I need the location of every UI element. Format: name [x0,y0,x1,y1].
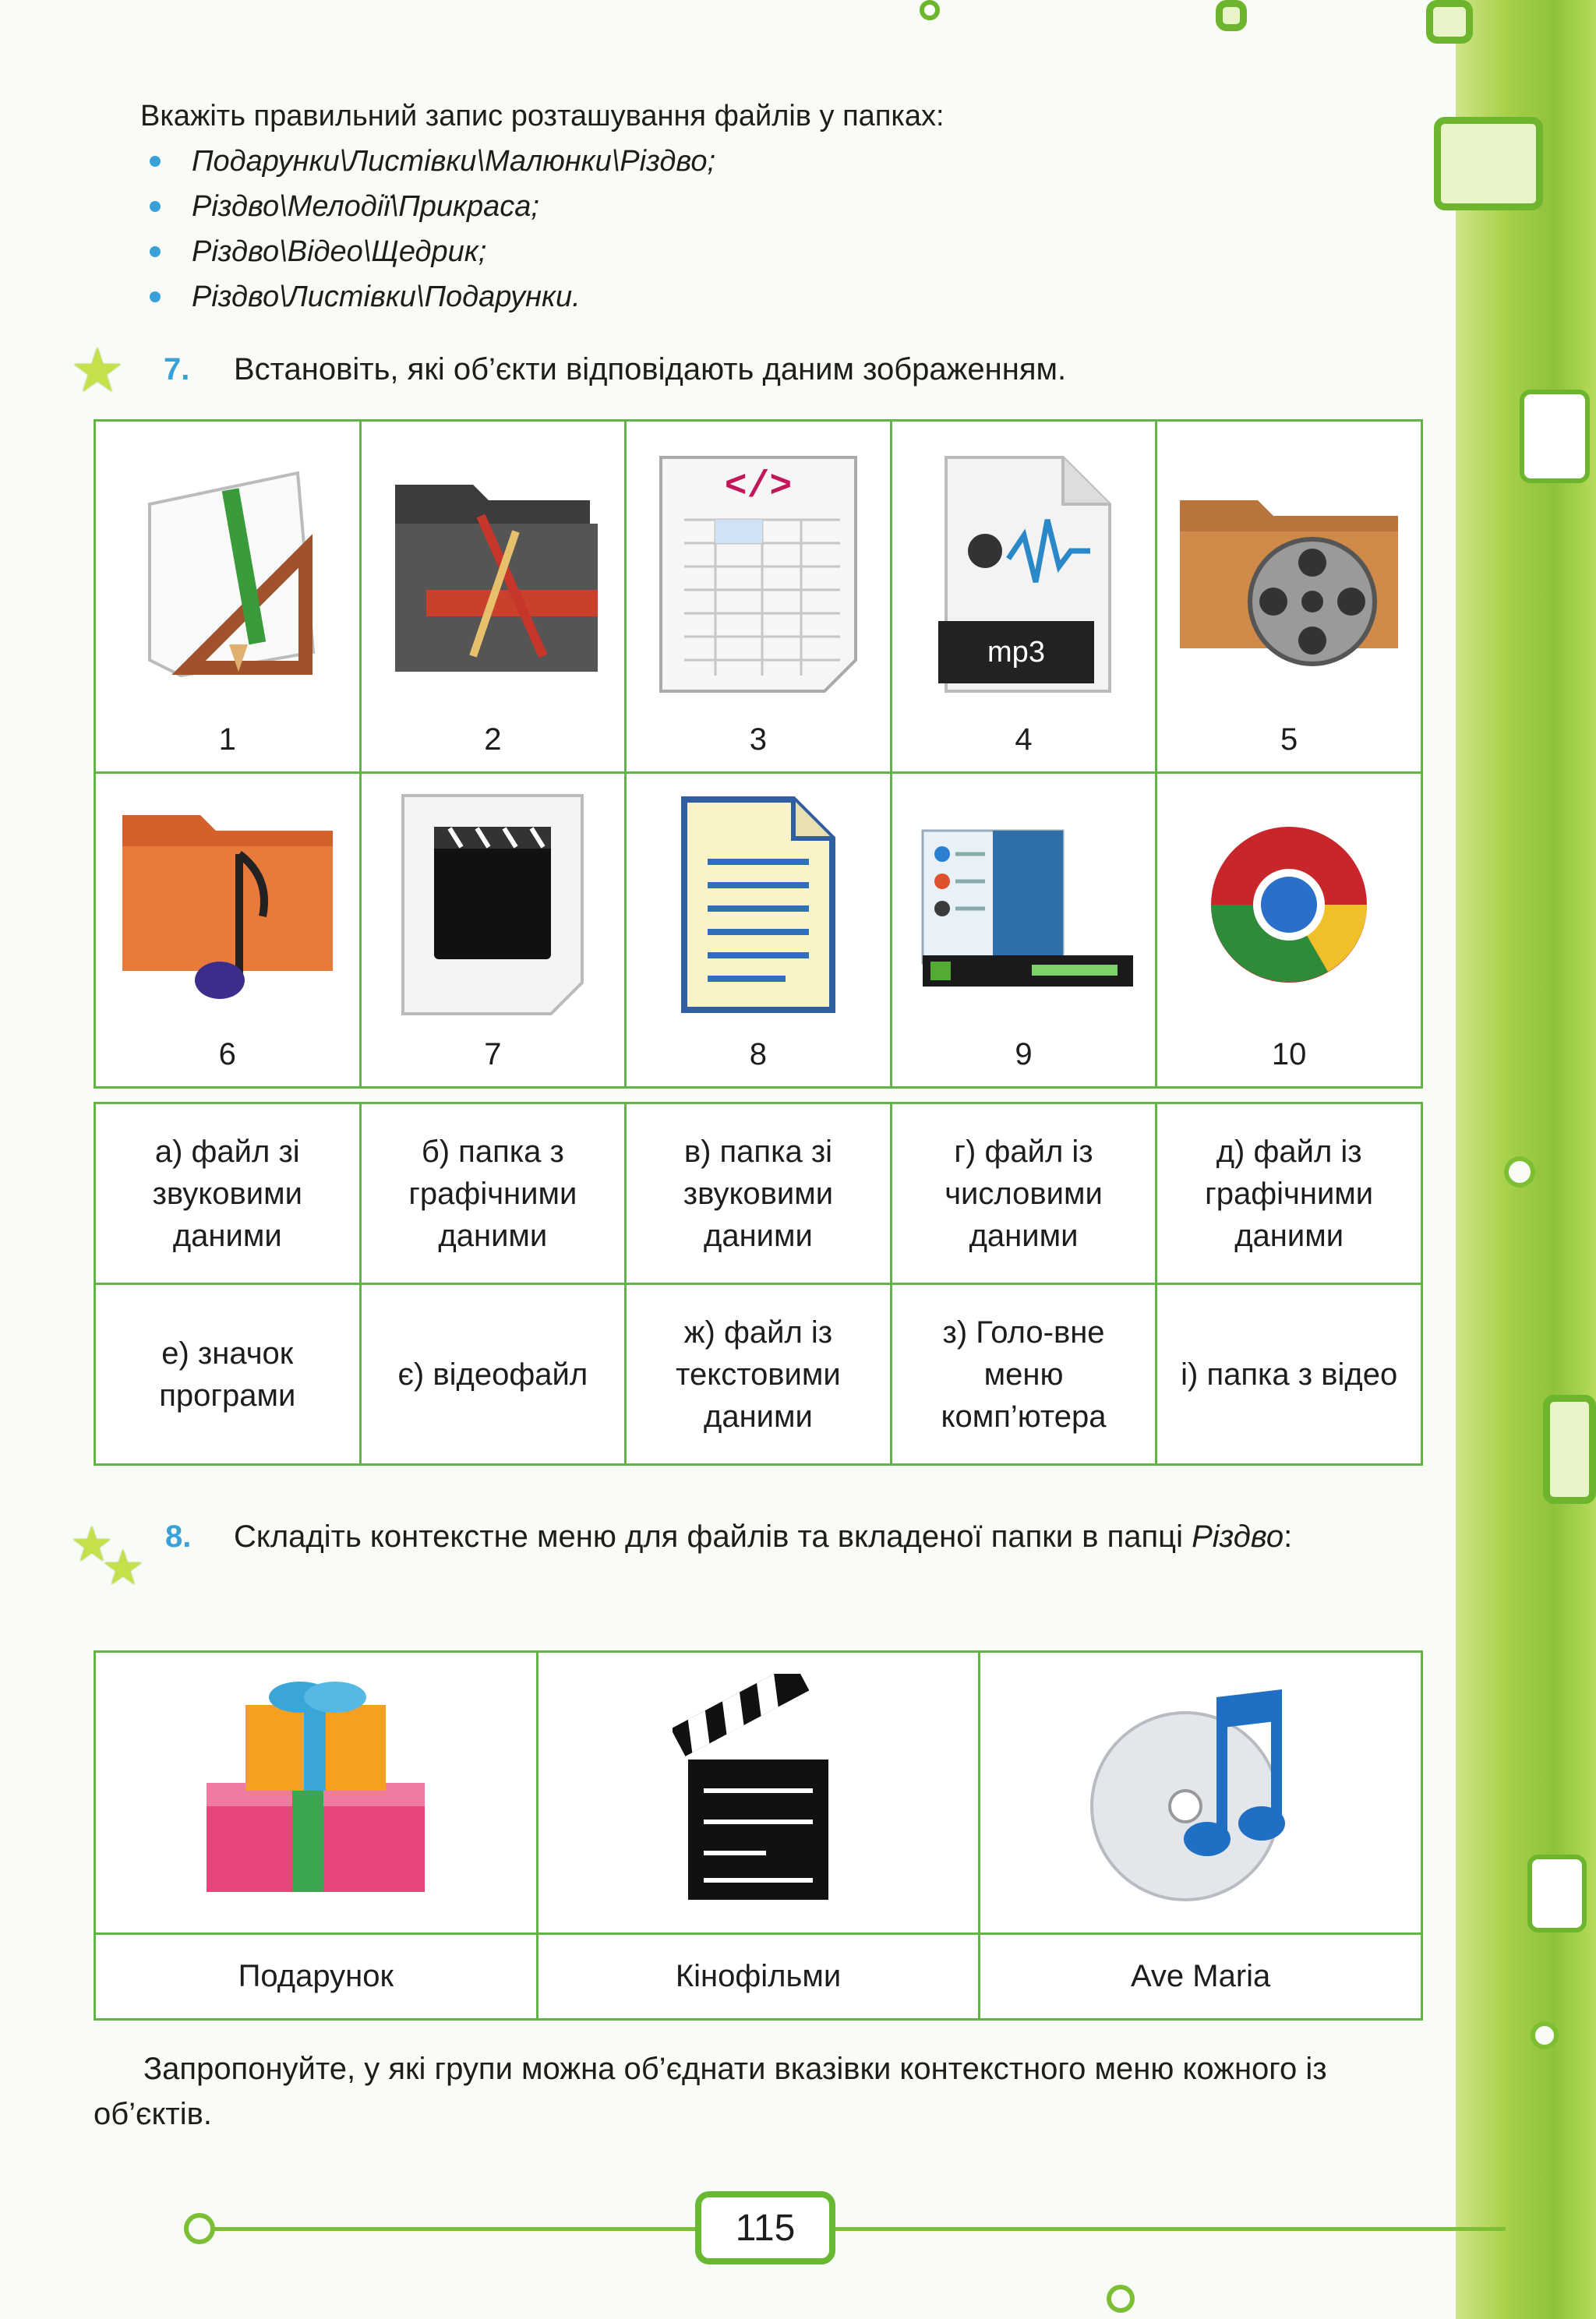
image-number: 5 [1280,722,1298,757]
image-cell [360,421,626,773]
svg-text:</>: </> [724,466,793,508]
image-cell [1156,773,1422,1088]
chrome-icon [1203,819,1375,990]
gift-icon [191,1674,440,1908]
music-folder-icon [115,799,341,1010]
image-cell [95,421,361,773]
task-text-end: : [1284,1520,1293,1554]
music-cd-icon [1076,1674,1326,1908]
object-label: Кінофільми [537,1934,980,2020]
decorative-dot [1107,2285,1135,2313]
start-menu-icon [907,815,1141,994]
intro-block [140,94,1418,319]
image-number: 7 [484,1037,502,1071]
image-number: 8 [749,1037,768,1071]
star-icon: ★ [70,1518,114,1572]
spreadsheet-file-icon [645,450,871,699]
image-number: 10 [1271,1037,1307,1071]
answer-cell: ж) файл із текстовими даними [626,1284,892,1465]
decorative-square [920,0,940,20]
image-cell [626,421,892,773]
decorative-square [1520,390,1590,483]
answer-cell: г) файл із числовими даними [891,1103,1156,1284]
object-label: Подарунок [95,1934,538,2020]
answer-cell: б) папка з графічними даними [360,1103,626,1284]
image-number: 6 [218,1037,236,1071]
image-cell [891,773,1156,1088]
path-option: Різдво\Відео\Щедрик; [140,229,1418,274]
object-image-cell [537,1652,980,1934]
path-option: Різдво\Листівки\Подарунки. [140,274,1418,319]
answer-cell: в) папка зі звуковими даними [626,1103,892,1284]
graphics-folder-icon [380,461,606,687]
image-cell [360,773,626,1088]
video-file-icon [387,788,598,1022]
object-image-cell [95,1652,538,1934]
decorative-dot [1531,2021,1559,2049]
path-options-list [140,139,1418,319]
decorative-square [1434,117,1543,210]
text-file-icon [669,792,848,1018]
image-number: 4 [1015,722,1033,757]
image-cell [1156,421,1422,773]
image-cell [626,773,892,1088]
image-number: 2 [484,722,502,757]
image-number: 1 [218,722,236,757]
star-icon: ★ [101,1541,145,1595]
task-text-italic: Різдво [1192,1520,1284,1554]
page-number: 115 [695,2191,835,2264]
decorative-line [835,2227,1506,2231]
object-image-cell [980,1652,1422,1934]
decorative-square [1543,1395,1596,1504]
svg-text:mp3: mp3 [987,636,1045,669]
mp3-file-icon [923,450,1125,699]
answer-cell: і) папка з відео [1156,1284,1422,1465]
task-number: 7. [164,352,190,386]
answer-cell: є) відеофайл [360,1284,626,1465]
decorative-line [203,2227,695,2231]
task-number: 8. [165,1520,192,1554]
decorative-square [1527,1855,1587,1932]
answer-cell: е) значок програми [95,1284,361,1465]
images-table [94,419,1423,1089]
clapperboard-icon [673,1674,844,1908]
decorative-square [1426,0,1473,44]
path-option: Різдво\Мелодії\Прикраса; [140,184,1418,229]
answer-cell: з) Голо-вне меню комп’ютера [891,1284,1156,1465]
path-option: Подарунки\Листівки\Малюнки\Різдво; [140,139,1418,184]
drawing-tools-file-icon [118,457,337,691]
decorative-dot [1504,1156,1535,1188]
answer-cell: а) файл зі звуковими даними [95,1103,361,1284]
decorative-dot [184,2213,215,2244]
object-label: Ave Maria [980,1934,1422,2020]
decorative-square [1216,0,1247,31]
image-number: 9 [1015,1037,1033,1071]
video-folder-icon [1172,461,1406,687]
image-cell [95,773,361,1088]
answers-table [94,1102,1423,1466]
task-text [234,1515,1496,1558]
star-icon: ★ [70,336,125,404]
closing-question [94,2046,1426,2137]
closing-question-text: Запропонуйте, у які групи можна об’єднати вказівки контекстного меню кожного із об’єктів. [94,2052,1327,2131]
image-cell [891,421,1156,773]
objects-table [94,1650,1423,2021]
image-number: 3 [749,722,768,757]
task-text: Встановіть, які об’єкти відповідають даним зображенням. [234,352,1067,386]
answer-cell: д) файл із графічними даними [1156,1103,1422,1284]
task-text-main: Складіть контекстне меню для файлів та вкладеної папки в папці [234,1520,1183,1554]
intro-heading: Вкажіть правильний запис розташування файлів у папках: [140,100,945,132]
